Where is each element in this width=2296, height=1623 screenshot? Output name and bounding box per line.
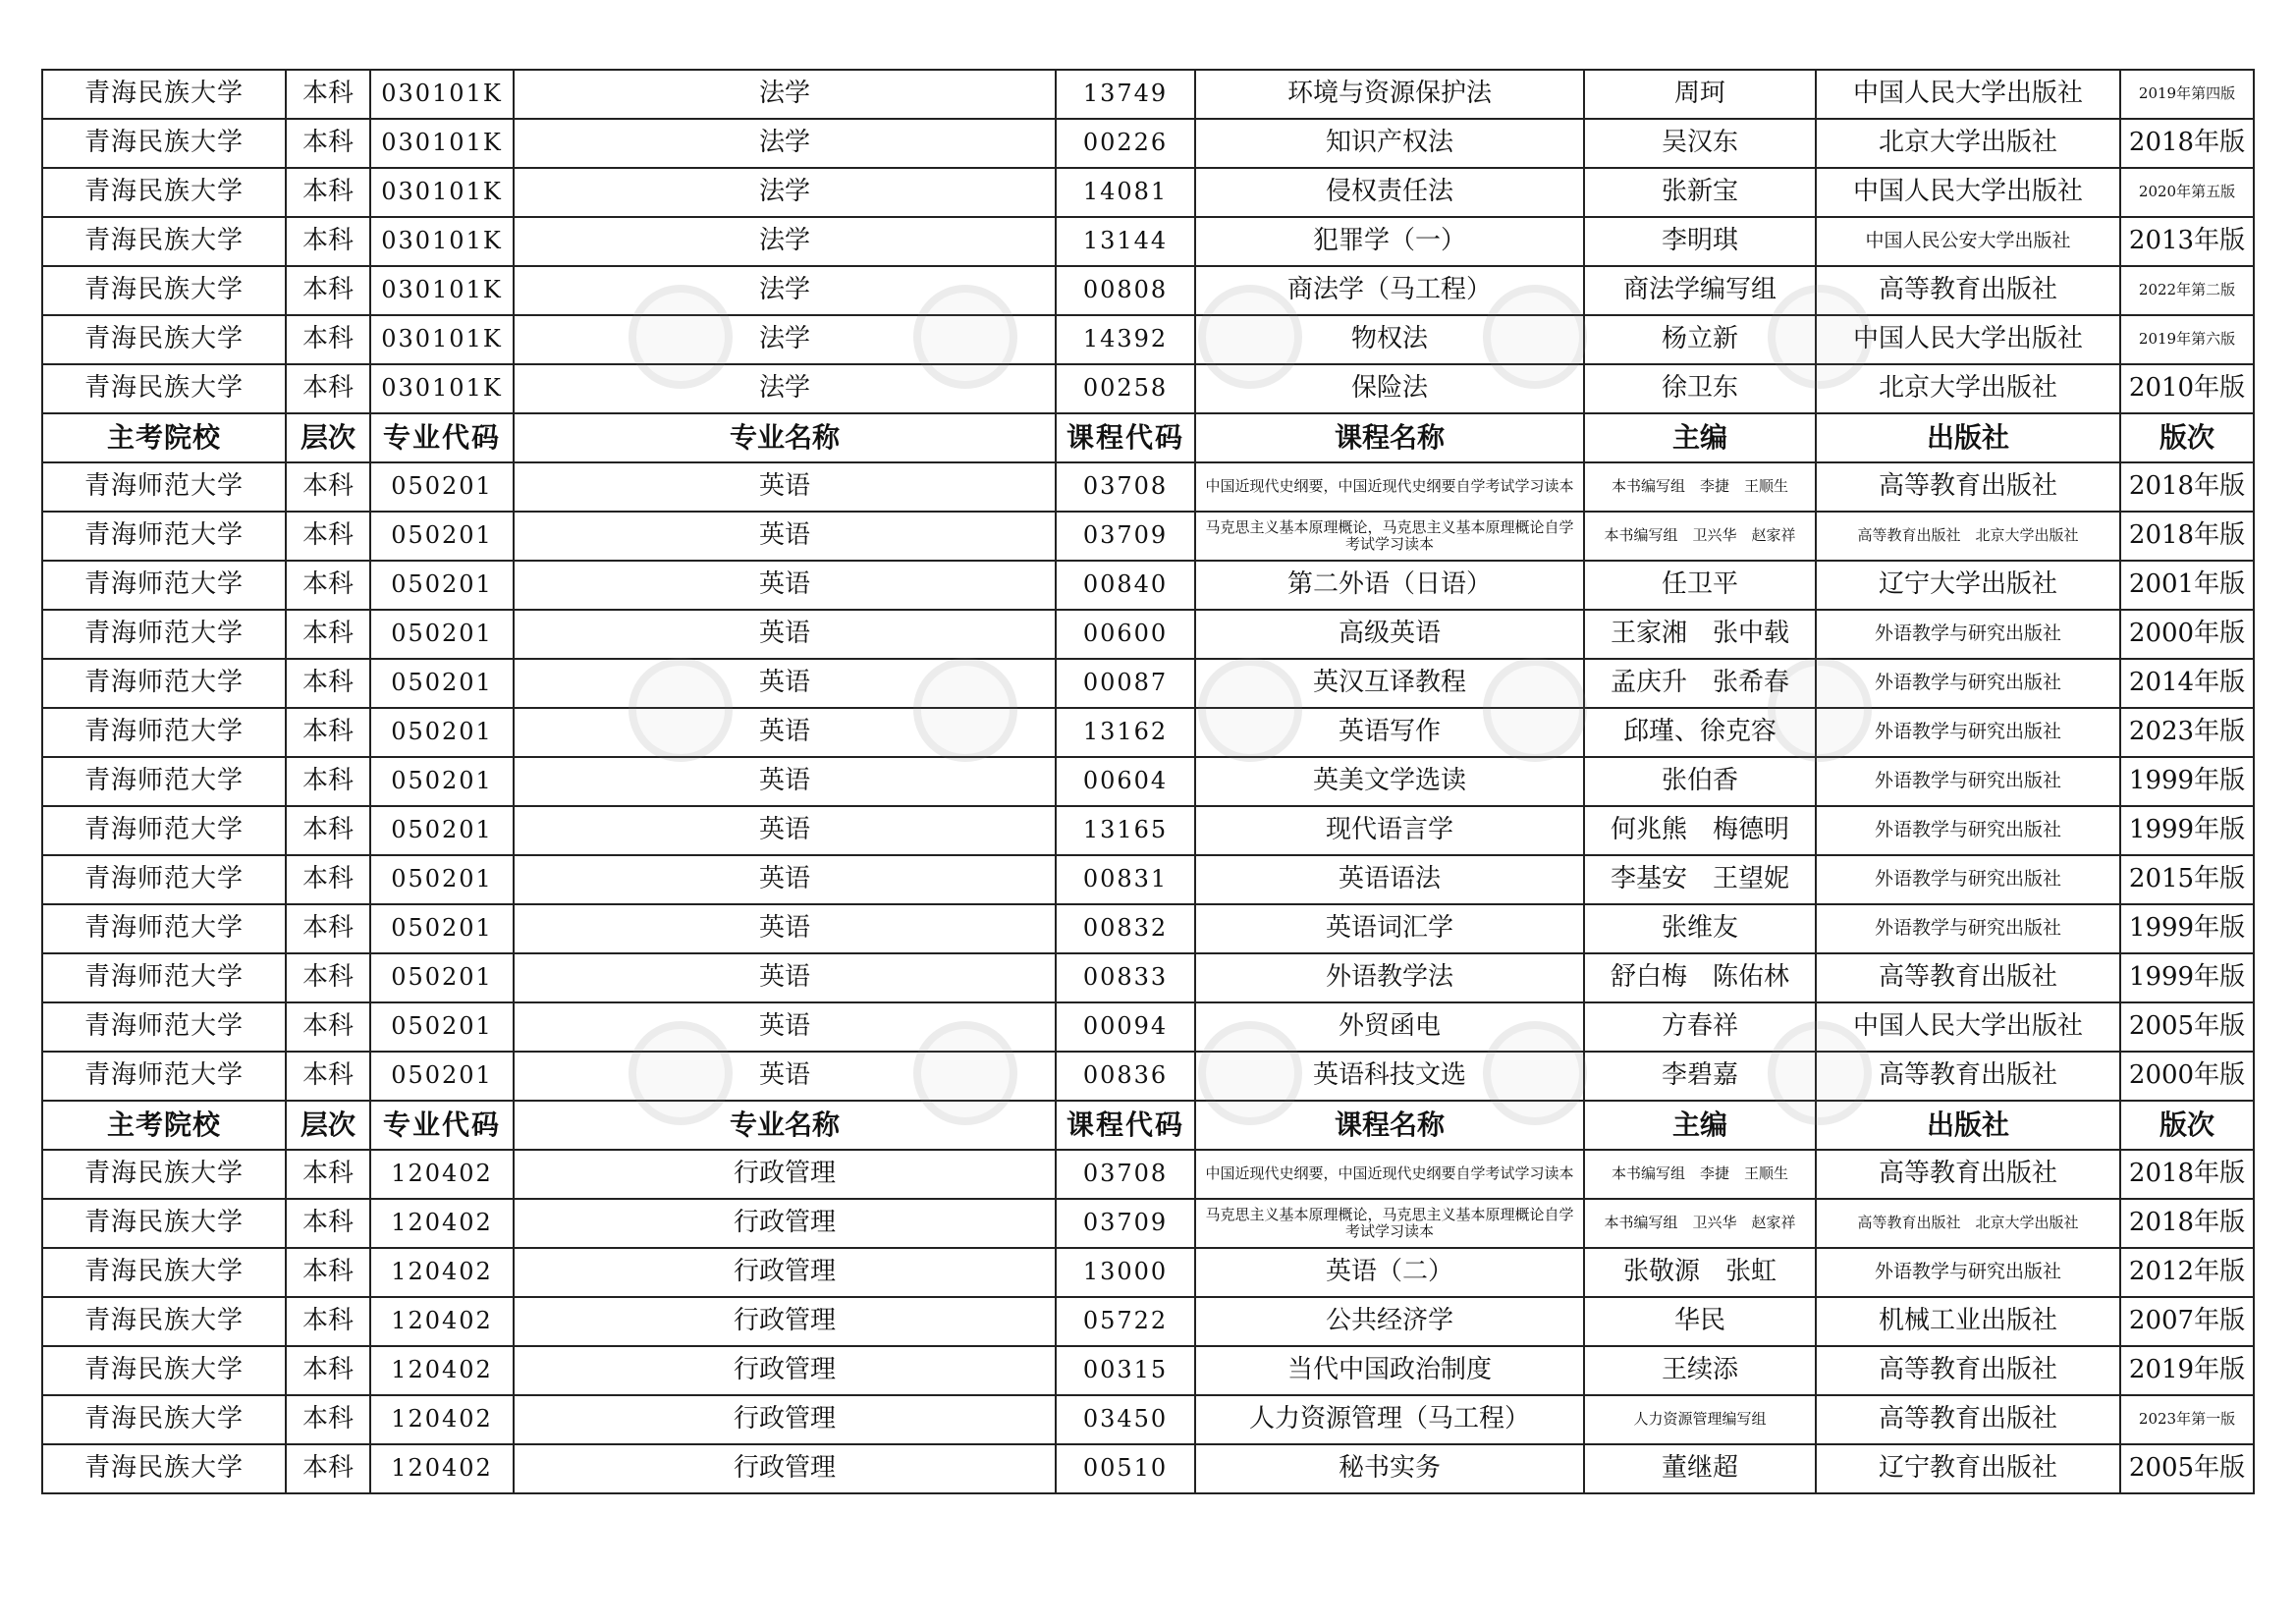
level-cell: 本科 (286, 1395, 370, 1444)
major-name-cell: 英语 (514, 1002, 1056, 1052)
course-code-cell: 00836 (1056, 1052, 1195, 1101)
major-code-cell: 030101K (370, 364, 514, 413)
course-name-cell: 犯罪学（一） (1195, 217, 1584, 266)
level-cell: 本科 (286, 1052, 370, 1101)
school-cell: 青海民族大学 (42, 70, 286, 119)
edition-cell: 2005年版 (2120, 1002, 2254, 1052)
course-name-cell: 英语科技文选 (1195, 1052, 1584, 1101)
publisher-cell: 中国人民大学出版社 (1816, 1002, 2120, 1052)
publisher-cell: 机械工业出版社 (1816, 1297, 2120, 1346)
major-name-cell: 法学 (514, 217, 1056, 266)
table-row (42, 512, 2254, 561)
course-code-cell: 13165 (1056, 806, 1195, 855)
major-name-cell: 法学 (514, 364, 1056, 413)
table-row (42, 1052, 2254, 1101)
publisher-cell: 高等教育出版社 (1816, 1150, 2120, 1199)
column-header: 层次 (286, 413, 370, 462)
course-name-cell: 英汉互译教程 (1195, 659, 1584, 708)
editor-cell: 本书编写组 李捷 王顺生 (1584, 462, 1816, 512)
edition-cell: 2019年第六版 (2120, 315, 2254, 364)
column-header: 版次 (2120, 1101, 2254, 1150)
major-name-cell: 英语 (514, 462, 1056, 512)
editor-cell: 李碧嘉 (1584, 1052, 1816, 1101)
column-header: 主考院校 (42, 413, 286, 462)
major-name-cell: 行政管理 (514, 1199, 1056, 1248)
level-cell: 本科 (286, 561, 370, 610)
major-code-cell: 050201 (370, 462, 514, 512)
course-code-cell: 14392 (1056, 315, 1195, 364)
level-cell: 本科 (286, 462, 370, 512)
level-cell: 本科 (286, 953, 370, 1002)
major-code-cell: 050201 (370, 512, 514, 561)
course-name-cell: 外语教学法 (1195, 953, 1584, 1002)
publisher-cell: 外语教学与研究出版社 (1816, 806, 2120, 855)
school-cell: 青海民族大学 (42, 168, 286, 217)
major-name-cell: 法学 (514, 266, 1056, 315)
edition-cell: 2018年版 (2120, 1150, 2254, 1199)
publisher-cell: 高等教育出版社 北京大学出版社 (1816, 512, 2120, 561)
school-cell: 青海师范大学 (42, 1052, 286, 1101)
table-row (42, 806, 2254, 855)
major-name-cell: 行政管理 (514, 1248, 1056, 1297)
table-row (42, 953, 2254, 1002)
major-code-cell: 030101K (370, 217, 514, 266)
course-code-cell: 03708 (1056, 1150, 1195, 1199)
major-code-cell: 050201 (370, 610, 514, 659)
course-name-cell: 英语（二） (1195, 1248, 1584, 1297)
school-cell: 青海师范大学 (42, 904, 286, 953)
major-code-cell: 050201 (370, 1002, 514, 1052)
edition-cell: 2023年第一版 (2120, 1395, 2254, 1444)
editor-cell: 华民 (1584, 1297, 1816, 1346)
column-header: 出版社 (1816, 1101, 2120, 1150)
course-name-cell: 英语语法 (1195, 855, 1584, 904)
major-name-cell: 行政管理 (514, 1444, 1056, 1493)
level-cell: 本科 (286, 168, 370, 217)
major-code-cell: 120402 (370, 1395, 514, 1444)
major-code-cell: 030101K (370, 266, 514, 315)
column-header: 层次 (286, 1101, 370, 1150)
level-cell: 本科 (286, 757, 370, 806)
course-code-cell: 03709 (1056, 1199, 1195, 1248)
editor-cell: 舒白梅 陈佑林 (1584, 953, 1816, 1002)
school-cell: 青海民族大学 (42, 266, 286, 315)
course-name-cell: 中国近现代史纲要，中国近现代史纲要自学考试学习读本 (1195, 1150, 1584, 1199)
edition-cell: 2014年版 (2120, 659, 2254, 708)
school-cell: 青海师范大学 (42, 757, 286, 806)
course-code-cell: 03708 (1056, 462, 1195, 512)
table-row (42, 855, 2254, 904)
edition-cell: 2023年版 (2120, 708, 2254, 757)
major-code-cell: 120402 (370, 1150, 514, 1199)
major-code-cell: 050201 (370, 855, 514, 904)
edition-cell: 2020年第五版 (2120, 168, 2254, 217)
course-name-cell: 英美文学选读 (1195, 757, 1584, 806)
table-row (42, 119, 2254, 168)
publisher-cell: 外语教学与研究出版社 (1816, 757, 2120, 806)
school-cell: 青海民族大学 (42, 315, 286, 364)
table-row (42, 1297, 2254, 1346)
editor-cell: 人力资源管理编写组 (1584, 1395, 1816, 1444)
course-code-cell: 00510 (1056, 1444, 1195, 1493)
major-code-cell: 030101K (370, 315, 514, 364)
course-name-cell: 马克思主义基本原理概论，马克思主义基本原理概论自学考试学习读本 (1195, 512, 1584, 561)
major-name-cell: 英语 (514, 1052, 1056, 1101)
column-header: 专业名称 (514, 413, 1056, 462)
major-name-cell: 英语 (514, 806, 1056, 855)
table-row (42, 757, 2254, 806)
table-row (42, 364, 2254, 413)
table-row (42, 708, 2254, 757)
school-cell: 青海师范大学 (42, 659, 286, 708)
level-cell: 本科 (286, 119, 370, 168)
level-cell: 本科 (286, 610, 370, 659)
publisher-cell: 辽宁大学出版社 (1816, 561, 2120, 610)
major-name-cell: 英语 (514, 904, 1056, 953)
major-code-cell: 050201 (370, 1052, 514, 1101)
level-cell: 本科 (286, 217, 370, 266)
editor-cell: 杨立新 (1584, 315, 1816, 364)
edition-cell: 2013年版 (2120, 217, 2254, 266)
course-code-cell: 13749 (1056, 70, 1195, 119)
level-cell: 本科 (286, 1346, 370, 1395)
major-code-cell: 050201 (370, 659, 514, 708)
editor-cell: 王续添 (1584, 1346, 1816, 1395)
school-cell: 青海师范大学 (42, 561, 286, 610)
level-cell: 本科 (286, 70, 370, 119)
editor-cell: 何兆熊 梅德明 (1584, 806, 1816, 855)
publisher-cell: 外语教学与研究出版社 (1816, 708, 2120, 757)
edition-cell: 2018年版 (2120, 512, 2254, 561)
edition-cell: 2018年版 (2120, 119, 2254, 168)
column-header: 专业代码 (370, 413, 514, 462)
major-name-cell: 英语 (514, 561, 1056, 610)
publisher-cell: 高等教育出版社 (1816, 1052, 2120, 1101)
school-cell: 青海民族大学 (42, 1395, 286, 1444)
publisher-cell: 外语教学与研究出版社 (1816, 855, 2120, 904)
school-cell: 青海师范大学 (42, 512, 286, 561)
editor-cell: 张维友 (1584, 904, 1816, 953)
course-code-cell: 00604 (1056, 757, 1195, 806)
level-cell: 本科 (286, 708, 370, 757)
course-code-cell: 00258 (1056, 364, 1195, 413)
publisher-cell: 中国人民大学出版社 (1816, 70, 2120, 119)
school-cell: 青海民族大学 (42, 1444, 286, 1493)
publisher-cell: 北京大学出版社 (1816, 119, 2120, 168)
edition-cell: 2019年第四版 (2120, 70, 2254, 119)
table-row (42, 217, 2254, 266)
course-name-cell: 侵权责任法 (1195, 168, 1584, 217)
major-code-cell: 120402 (370, 1199, 514, 1248)
edition-cell: 2019年版 (2120, 1346, 2254, 1395)
level-cell: 本科 (286, 855, 370, 904)
edition-cell: 2010年版 (2120, 364, 2254, 413)
publisher-cell: 中国人民公安大学出版社 (1816, 217, 2120, 266)
school-cell: 青海民族大学 (42, 364, 286, 413)
table-row (42, 315, 2254, 364)
course-name-cell: 英语词汇学 (1195, 904, 1584, 953)
school-cell: 青海民族大学 (42, 1346, 286, 1395)
publisher-cell: 外语教学与研究出版社 (1816, 904, 2120, 953)
school-cell: 青海师范大学 (42, 1002, 286, 1052)
publisher-cell: 高等教育出版社 (1816, 953, 2120, 1002)
edition-cell: 2015年版 (2120, 855, 2254, 904)
column-header: 版次 (2120, 413, 2254, 462)
course-name-cell: 中国近现代史纲要，中国近现代史纲要自学考试学习读本 (1195, 462, 1584, 512)
publisher-cell: 高等教育出版社 (1816, 1346, 2120, 1395)
table-row (42, 904, 2254, 953)
major-name-cell: 英语 (514, 659, 1056, 708)
table-row (42, 610, 2254, 659)
major-code-cell: 050201 (370, 806, 514, 855)
course-name-cell: 第二外语（日语） (1195, 561, 1584, 610)
course-name-cell: 公共经济学 (1195, 1297, 1584, 1346)
course-name-cell: 保险法 (1195, 364, 1584, 413)
edition-cell: 2007年版 (2120, 1297, 2254, 1346)
table-row (42, 1395, 2254, 1444)
publisher-cell: 辽宁教育出版社 (1816, 1444, 2120, 1493)
major-name-cell: 英语 (514, 757, 1056, 806)
level-cell: 本科 (286, 806, 370, 855)
major-code-cell: 030101K (370, 119, 514, 168)
publisher-cell: 高等教育出版社 北京大学出版社 (1816, 1199, 2120, 1248)
column-header: 课程代码 (1056, 413, 1195, 462)
editor-cell: 商法学编写组 (1584, 266, 1816, 315)
level-cell: 本科 (286, 1444, 370, 1493)
course-code-cell: 05722 (1056, 1297, 1195, 1346)
header-row (42, 1101, 2254, 1150)
publisher-cell: 中国人民大学出版社 (1816, 315, 2120, 364)
table-row (42, 1346, 2254, 1395)
course-code-cell: 03450 (1056, 1395, 1195, 1444)
course-name-cell: 马克思主义基本原理概论，马克思主义基本原理概论自学考试学习读本 (1195, 1199, 1584, 1248)
publisher-cell: 高等教育出版社 (1816, 462, 2120, 512)
course-name-cell: 物权法 (1195, 315, 1584, 364)
editor-cell: 张敬源 张虹 (1584, 1248, 1816, 1297)
course-code-cell: 00087 (1056, 659, 1195, 708)
school-cell: 青海民族大学 (42, 217, 286, 266)
major-name-cell: 英语 (514, 855, 1056, 904)
edition-cell: 2022年第二版 (2120, 266, 2254, 315)
column-header: 课程名称 (1195, 413, 1584, 462)
editor-cell: 董继超 (1584, 1444, 1816, 1493)
school-cell: 青海师范大学 (42, 462, 286, 512)
course-name-cell: 当代中国政治制度 (1195, 1346, 1584, 1395)
publisher-cell: 中国人民大学出版社 (1816, 168, 2120, 217)
major-name-cell: 英语 (514, 610, 1056, 659)
major-name-cell: 英语 (514, 953, 1056, 1002)
major-code-cell: 120402 (370, 1444, 514, 1493)
edition-cell: 1999年版 (2120, 806, 2254, 855)
table-row (42, 462, 2254, 512)
major-code-cell: 120402 (370, 1346, 514, 1395)
course-code-cell: 00808 (1056, 266, 1195, 315)
table-row (42, 70, 2254, 119)
course-name-cell: 人力资源管理（马工程） (1195, 1395, 1584, 1444)
level-cell: 本科 (286, 904, 370, 953)
school-cell: 青海师范大学 (42, 610, 286, 659)
level-cell: 本科 (286, 1248, 370, 1297)
major-name-cell: 行政管理 (514, 1395, 1056, 1444)
course-code-cell: 00315 (1056, 1346, 1195, 1395)
header-row (42, 413, 2254, 462)
editor-cell: 本书编写组 李捷 王顺生 (1584, 1150, 1816, 1199)
course-name-cell: 高级英语 (1195, 610, 1584, 659)
course-code-cell: 00226 (1056, 119, 1195, 168)
textbook-table (41, 69, 2255, 1494)
level-cell: 本科 (286, 1150, 370, 1199)
major-code-cell: 050201 (370, 953, 514, 1002)
level-cell: 本科 (286, 512, 370, 561)
editor-cell: 王家湘 张中载 (1584, 610, 1816, 659)
table-row (42, 561, 2254, 610)
course-code-cell: 13144 (1056, 217, 1195, 266)
major-code-cell: 120402 (370, 1297, 514, 1346)
publisher-cell: 外语教学与研究出版社 (1816, 1248, 2120, 1297)
column-header: 专业代码 (370, 1101, 514, 1150)
table-row (42, 168, 2254, 217)
major-name-cell: 行政管理 (514, 1150, 1056, 1199)
edition-cell: 2000年版 (2120, 610, 2254, 659)
course-name-cell: 英语写作 (1195, 708, 1584, 757)
table-row (42, 1199, 2254, 1248)
editor-cell: 本书编写组 卫兴华 赵家祥 (1584, 1199, 1816, 1248)
editor-cell: 孟庆升 张希春 (1584, 659, 1816, 708)
major-code-cell: 030101K (370, 70, 514, 119)
edition-cell: 1999年版 (2120, 953, 2254, 1002)
school-cell: 青海民族大学 (42, 119, 286, 168)
column-header: 主考院校 (42, 1101, 286, 1150)
major-name-cell: 法学 (514, 315, 1056, 364)
level-cell: 本科 (286, 364, 370, 413)
column-header: 主编 (1584, 1101, 1816, 1150)
editor-cell: 方春祥 (1584, 1002, 1816, 1052)
editor-cell: 邱瑾、徐克容 (1584, 708, 1816, 757)
course-code-cell: 03709 (1056, 512, 1195, 561)
course-code-cell: 00600 (1056, 610, 1195, 659)
table-row (42, 659, 2254, 708)
level-cell: 本科 (286, 1002, 370, 1052)
editor-cell: 张新宝 (1584, 168, 1816, 217)
course-code-cell: 00094 (1056, 1002, 1195, 1052)
major-name-cell: 法学 (514, 119, 1056, 168)
course-name-cell: 环境与资源保护法 (1195, 70, 1584, 119)
course-code-cell: 00840 (1056, 561, 1195, 610)
course-name-cell: 知识产权法 (1195, 119, 1584, 168)
major-name-cell: 英语 (514, 708, 1056, 757)
course-name-cell: 商法学（马工程） (1195, 266, 1584, 315)
edition-cell: 2012年版 (2120, 1248, 2254, 1297)
column-header: 专业名称 (514, 1101, 1056, 1150)
major-code-cell: 050201 (370, 561, 514, 610)
course-code-cell: 00833 (1056, 953, 1195, 1002)
editor-cell: 张伯香 (1584, 757, 1816, 806)
edition-cell: 2000年版 (2120, 1052, 2254, 1101)
editor-cell: 吴汉东 (1584, 119, 1816, 168)
level-cell: 本科 (286, 315, 370, 364)
table-row (42, 1248, 2254, 1297)
editor-cell: 周珂 (1584, 70, 1816, 119)
level-cell: 本科 (286, 266, 370, 315)
publisher-cell: 高等教育出版社 (1816, 266, 2120, 315)
course-code-cell: 00832 (1056, 904, 1195, 953)
major-name-cell: 英语 (514, 512, 1056, 561)
major-code-cell: 120402 (370, 1248, 514, 1297)
course-name-cell: 外贸函电 (1195, 1002, 1584, 1052)
school-cell: 青海民族大学 (42, 1199, 286, 1248)
level-cell: 本科 (286, 1199, 370, 1248)
edition-cell: 2005年版 (2120, 1444, 2254, 1493)
editor-cell: 任卫平 (1584, 561, 1816, 610)
school-cell: 青海民族大学 (42, 1150, 286, 1199)
major-code-cell: 030101K (370, 168, 514, 217)
course-code-cell: 00831 (1056, 855, 1195, 904)
publisher-cell: 外语教学与研究出版社 (1816, 659, 2120, 708)
major-code-cell: 050201 (370, 757, 514, 806)
table-row (42, 1150, 2254, 1199)
column-header: 出版社 (1816, 413, 2120, 462)
table-row (42, 1444, 2254, 1493)
course-name-cell: 秘书实务 (1195, 1444, 1584, 1493)
school-cell: 青海师范大学 (42, 953, 286, 1002)
publisher-cell: 高等教育出版社 (1816, 1395, 2120, 1444)
major-name-cell: 法学 (514, 70, 1056, 119)
column-header: 课程代码 (1056, 1101, 1195, 1150)
edition-cell: 1999年版 (2120, 904, 2254, 953)
school-cell: 青海民族大学 (42, 1248, 286, 1297)
major-name-cell: 法学 (514, 168, 1056, 217)
course-code-cell: 13000 (1056, 1248, 1195, 1297)
major-code-cell: 050201 (370, 708, 514, 757)
column-header: 课程名称 (1195, 1101, 1584, 1150)
course-code-cell: 13162 (1056, 708, 1195, 757)
editor-cell: 李明琪 (1584, 217, 1816, 266)
course-code-cell: 14081 (1056, 168, 1195, 217)
school-cell: 青海民族大学 (42, 1297, 286, 1346)
major-name-cell: 行政管理 (514, 1297, 1056, 1346)
table-row (42, 1002, 2254, 1052)
major-name-cell: 行政管理 (514, 1346, 1056, 1395)
editor-cell: 李基安 王望妮 (1584, 855, 1816, 904)
school-cell: 青海师范大学 (42, 855, 286, 904)
level-cell: 本科 (286, 1297, 370, 1346)
publisher-cell: 外语教学与研究出版社 (1816, 610, 2120, 659)
editor-cell: 本书编写组 卫兴华 赵家祥 (1584, 512, 1816, 561)
column-header: 主编 (1584, 413, 1816, 462)
edition-cell: 2001年版 (2120, 561, 2254, 610)
edition-cell: 2018年版 (2120, 1199, 2254, 1248)
school-cell: 青海师范大学 (42, 708, 286, 757)
editor-cell: 徐卫东 (1584, 364, 1816, 413)
publisher-cell: 北京大学出版社 (1816, 364, 2120, 413)
edition-cell: 1999年版 (2120, 757, 2254, 806)
course-name-cell: 现代语言学 (1195, 806, 1584, 855)
table-row (42, 266, 2254, 315)
school-cell: 青海师范大学 (42, 806, 286, 855)
major-code-cell: 050201 (370, 904, 514, 953)
level-cell: 本科 (286, 659, 370, 708)
edition-cell: 2018年版 (2120, 462, 2254, 512)
